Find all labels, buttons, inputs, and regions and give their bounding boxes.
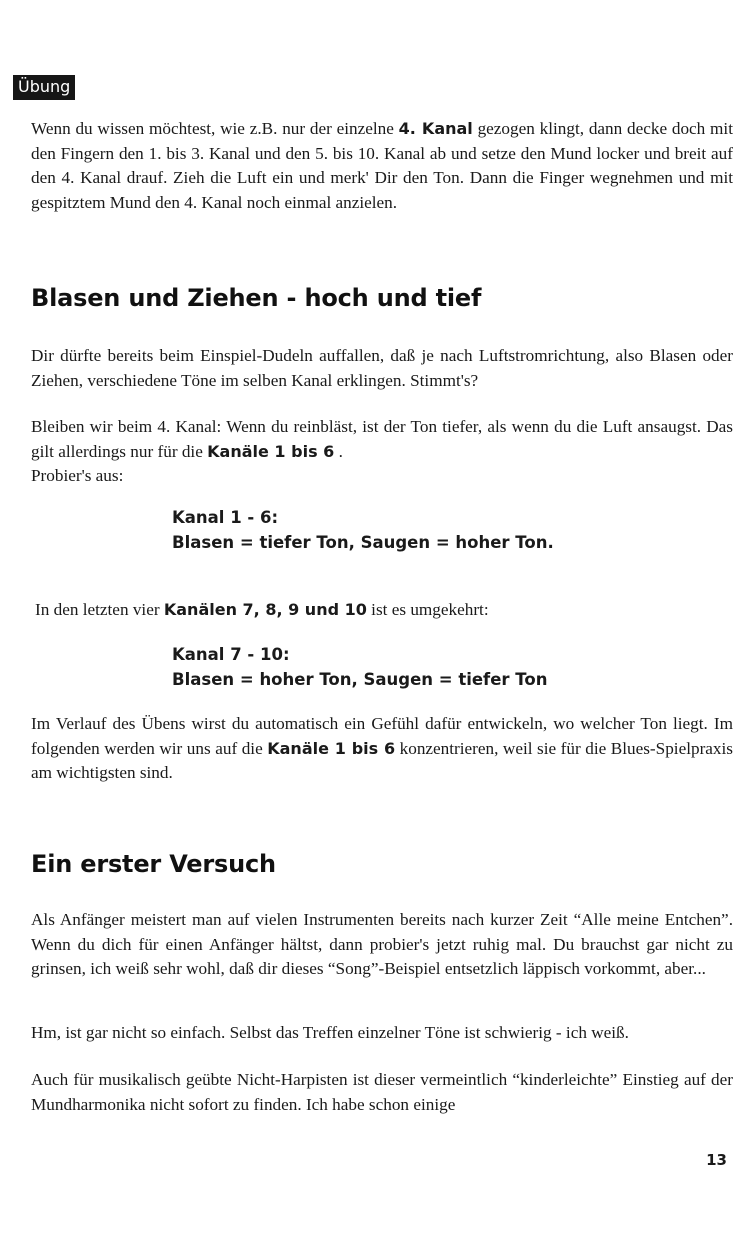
text-run: ist es umgekehrt: xyxy=(366,600,489,619)
rule-text: Blasen = tiefer Ton, Saugen = hoher Ton. xyxy=(172,533,554,552)
page-number: 13 xyxy=(706,1151,727,1169)
section-heading: Blasen und Ziehen - hoch und tief xyxy=(31,284,482,312)
bold-text: 4. Kanal xyxy=(398,119,473,138)
rule-title: Kanal 1 - 6: xyxy=(172,508,279,527)
paragraph xyxy=(31,712,733,786)
text-run: Bleiben wir beim 4. Kanal: Wenn du reinbläst, ist der Ton tiefer, als wenn du die Luft ansaugst. Das gilt allerdings nur für die xyxy=(31,417,733,461)
exercise-paragraph xyxy=(31,117,733,215)
text-run: gezogen klingt, dann decke doch mit den Fingern den 1. bis 3. Kanal und den 5. bis 10. Kanal ab und setze den Mund locker und breit auf den 4. Kanal drauf. Zieh die Luft ein und merk' Dir den Ton. Dann die Finger wegnehmen und mit gespitztem Mund den 4. Kanal noch einmal anzielen. xyxy=(31,119,733,212)
bold-text: Kanälen 7, 8, 9 und 10 xyxy=(163,600,367,619)
section-heading: Ein erster Versuch xyxy=(31,850,276,878)
rule-box-channels-7-10 xyxy=(172,642,547,692)
paragraph xyxy=(35,598,737,623)
paragraph: Dir dürfte bereits beim Einspiel-Dudeln auffallen, daß je nach Luftstromrichtung, also Blasen oder Ziehen, verschiedene Töne im selben Kanal erklingen. Stimmt's? xyxy=(31,346,733,390)
text-run: Probier's aus: xyxy=(31,466,124,485)
paragraph xyxy=(31,415,733,489)
text-run: Im Verlauf des Übens wirst du automatisch ein Gefühl dafür entwickeln, wo welcher Ton liegt. Im folgenden werden wir uns auf die xyxy=(31,714,733,758)
rule-box-channels-1-6 xyxy=(172,505,554,555)
text-run: konzentrieren, weil sie für die Blues-Spielpraxis am wichtigsten sind. xyxy=(31,738,733,782)
exercise-label: Übung xyxy=(13,75,75,100)
bold-text: Kanäle 1 bis 6 xyxy=(207,441,335,461)
paragraph: Auch für musikalisch geübte Nicht-Harpisten ist dieser vermeintlich “kinderleichte” Einstieg auf der Mundharmonika nicht sofort zu finden. Ich habe schon einige xyxy=(31,1070,733,1114)
text-run: Wenn du wissen möchtest, wie z.B. nur der einzelne xyxy=(31,119,399,138)
rule-text: Blasen = hoher Ton, Saugen = tiefer Ton xyxy=(172,670,548,689)
paragraph: Als Anfänger meistert man auf vielen Instrumenten bereits nach kurzer Zeit “Alle meine Entchen”. Wenn du dich für einen Anfänger hältst, dann probier's jetzt ruhig mal. Du brauchst gar nicht zu grinsen, ich weiß sehr wohl, daß dir dieses “Song”-Beispiel entsetzlich läppisch vorkommt, aber... xyxy=(31,910,733,978)
text-run: In den letzten vier xyxy=(35,600,164,619)
text-run: . xyxy=(334,441,343,461)
rule-title: Kanal 7 - 10: xyxy=(172,645,290,664)
bold-text: Kanäle 1 bis 6 xyxy=(267,738,396,758)
paragraph: Hm, ist gar nicht so einfach. Selbst das Treffen einzelner Töne ist schwierig - ich weiß. xyxy=(31,1023,629,1042)
